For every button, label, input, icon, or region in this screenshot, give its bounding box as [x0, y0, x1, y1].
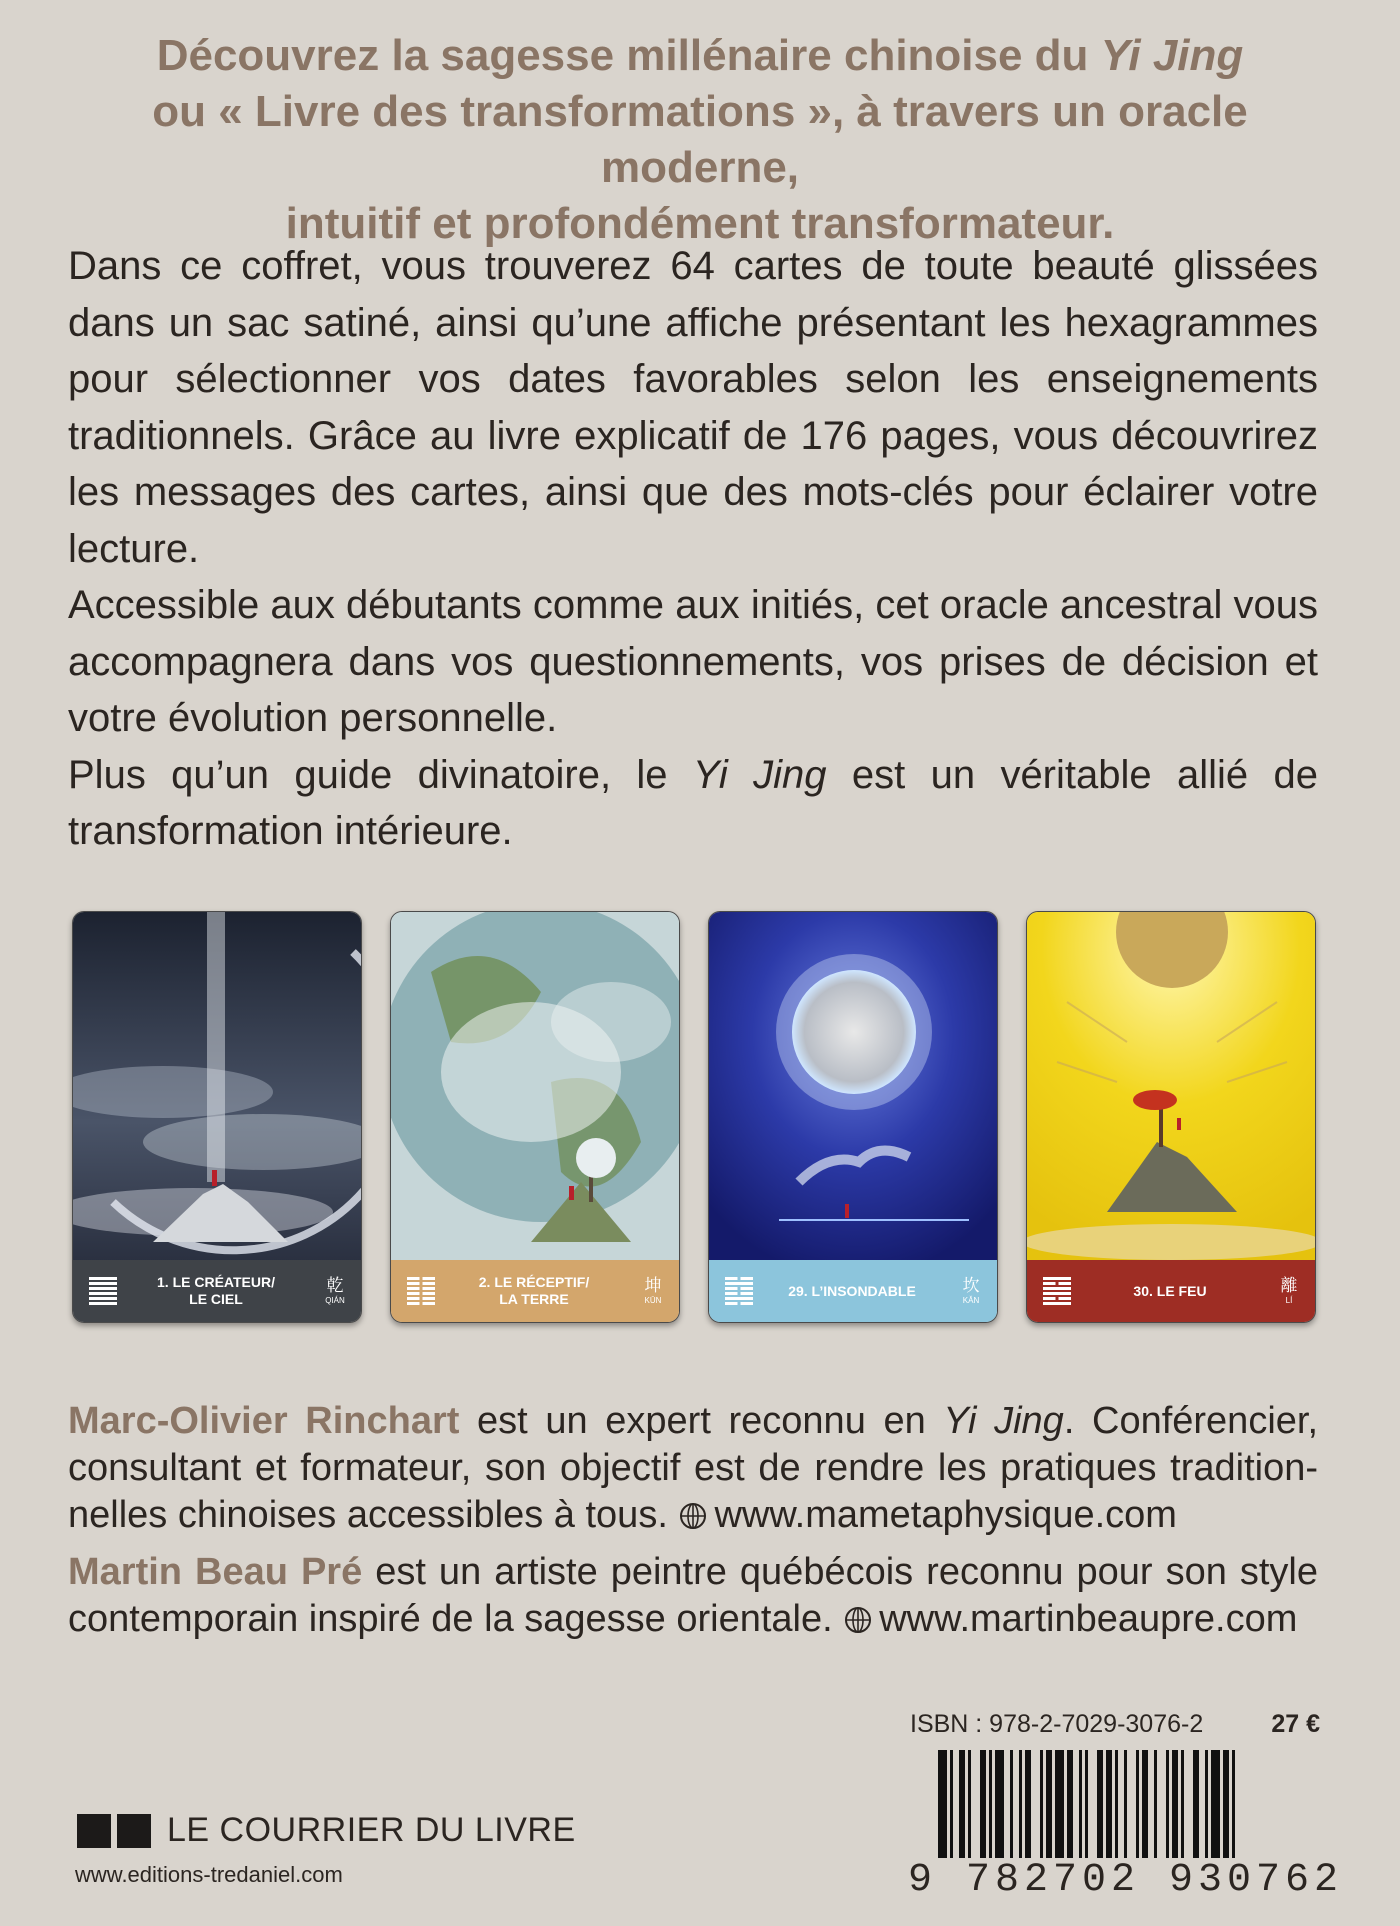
author-name: Marc-Olivier Rinchart	[68, 1400, 460, 1442]
card-art-earth	[391, 912, 679, 1262]
barcode-bar	[1010, 1750, 1013, 1858]
barcode-bar	[959, 1750, 965, 1858]
barcode-bar	[1223, 1750, 1229, 1858]
card-art-full-moon	[709, 912, 997, 1262]
headline-line-3: intuitif et profondément transformateur.	[285, 199, 1115, 248]
barcode-bar	[1085, 1750, 1088, 1858]
card-character: 坎	[962, 1276, 980, 1295]
description-paragraph-2: Accessible aux débutants comme aux initiés, cet oracle ancestral vous accompagnera dans vos questionnements, vos prises de décision et votre évolution personnelle.	[68, 583, 1318, 740]
barcode-bar	[1055, 1750, 1064, 1858]
description-paragraph-1: Dans ce coffret, vous trouverez 64 cartes de toute beauté glissées dans un sac satiné, ainsi qu’une affiche présentant les hexagrammes pour sélectionner vos dates favorables selon les enseignements traditionnels. Grâce au livre explicatif de 176 pages, vous découvrirez les messages des cartes, ainsi que des mots-clés pour éclairer votre lecture.	[68, 244, 1318, 571]
card-pinyin: QIÁN	[325, 1296, 345, 1305]
card-band	[1027, 1260, 1315, 1322]
barcode-bar	[1106, 1750, 1112, 1858]
card-character: 離	[1280, 1276, 1298, 1295]
card-band	[73, 1260, 361, 1322]
barcode-bar	[1211, 1750, 1220, 1858]
barcode-bar	[1136, 1750, 1139, 1858]
card-art-moon-sky	[73, 912, 361, 1262]
headline-line-2: ou « Livre des transformations », à travers un oracle moderne,	[152, 87, 1248, 192]
barcode-bar	[989, 1750, 992, 1858]
price: 27 €	[1271, 1710, 1320, 1738]
card-le-createur	[72, 911, 362, 1323]
globe-icon	[843, 1605, 873, 1635]
hexagram-icon	[725, 1277, 753, 1305]
globe-icon	[678, 1501, 708, 1531]
description	[68, 238, 1318, 860]
headline	[60, 28, 1340, 252]
card-pinyin: KǍN	[962, 1296, 980, 1305]
barcode-bar	[980, 1750, 986, 1858]
barcode-bar	[1166, 1750, 1169, 1858]
card-le-receptif	[390, 911, 680, 1323]
author-bio-1: Marc-Olivier Rinchart est un expert reconnu en Yi Jing. Conférencier, consultant et formateur, son objectif est de rendre les pratiques tradition-nelles chinoises accessibles à tous. www.mametaphysique.com	[68, 1400, 1319, 1536]
isbn-price-row	[910, 1710, 1320, 1739]
card-art-sun	[1027, 912, 1315, 1262]
barcode-bar	[1079, 1750, 1082, 1858]
card-pinyin: KŪN	[644, 1296, 662, 1305]
barcode-bar	[1046, 1750, 1052, 1858]
headline-line-1: Découvrez la sagesse millénaire chinoise du Yi Jing	[156, 31, 1244, 80]
card-character: 坤	[644, 1276, 662, 1295]
barcode-bar	[1040, 1750, 1043, 1858]
barcode-bar	[1205, 1750, 1208, 1858]
barcode-bar	[1181, 1750, 1184, 1858]
card-band	[391, 1260, 679, 1322]
barcode-bar	[938, 1750, 947, 1858]
barcode-bar	[1124, 1750, 1127, 1858]
card-character: 乾	[326, 1276, 344, 1295]
hexagram-icon	[1043, 1277, 1071, 1305]
author-website-link[interactable]: www.martinbeaupre.com	[879, 1598, 1298, 1640]
card-gallery	[72, 911, 1314, 1323]
barcode-digits: 9 782702 930762	[908, 1858, 1344, 1903]
publisher-name: LE COURRIER DU LIVRE	[167, 1810, 576, 1849]
isbn: ISBN : 978-2-7029-3076-2	[910, 1710, 1204, 1738]
card-title: 29. L’INSONDABLE	[788, 1282, 916, 1299]
barcode-bar	[968, 1750, 971, 1858]
barcode-bar	[1193, 1750, 1199, 1858]
card-le-feu	[1026, 911, 1316, 1323]
author-name: Martin Beau Pré	[68, 1551, 363, 1593]
description-paragraph-3: Plus qu’un guide divinatoire, le Yi Jing est un véritable allié de transformation intérieure.	[68, 752, 1318, 853]
publisher-website[interactable]: www.editions-tredaniel.com	[75, 1862, 343, 1887]
barcode-bar	[1172, 1750, 1178, 1858]
open-book-icon	[75, 1810, 153, 1850]
barcode-bar	[995, 1750, 1004, 1858]
barcode-bar	[1232, 1750, 1235, 1858]
author-website-link[interactable]: www.mametaphysique.com	[714, 1494, 1177, 1536]
hexagram-icon	[89, 1277, 117, 1305]
barcode-bar	[1115, 1750, 1118, 1858]
barcode-bar	[1097, 1750, 1103, 1858]
card-title: 30. LE FEU	[1133, 1282, 1207, 1299]
barcode-bar	[1142, 1750, 1148, 1858]
card-l-insondable	[708, 911, 998, 1323]
publisher-logo	[75, 1810, 576, 1850]
card-pinyin: LÍ	[1285, 1296, 1293, 1305]
barcode-bar	[1019, 1750, 1022, 1858]
barcode-bar	[1154, 1750, 1157, 1858]
barcode-bar	[950, 1750, 953, 1858]
author-bios	[68, 1398, 1318, 1653]
barcode	[938, 1750, 1314, 1870]
hexagram-icon	[407, 1277, 435, 1305]
card-title: 1. LE CRÉATEUR/ LE CIEL	[157, 1274, 275, 1307]
author-bio-2: Martin Beau Pré est un artiste peintre québécois reconnu pour son style contemporain inspiré de la sagesse orientale. www.martinbeaupre.com	[68, 1551, 1318, 1640]
card-title: 2. LE RÉCEPTIF/ LA TERRE	[478, 1274, 590, 1307]
barcode-bar	[1025, 1750, 1031, 1858]
barcode-bar	[1067, 1750, 1073, 1858]
card-band	[709, 1260, 997, 1322]
